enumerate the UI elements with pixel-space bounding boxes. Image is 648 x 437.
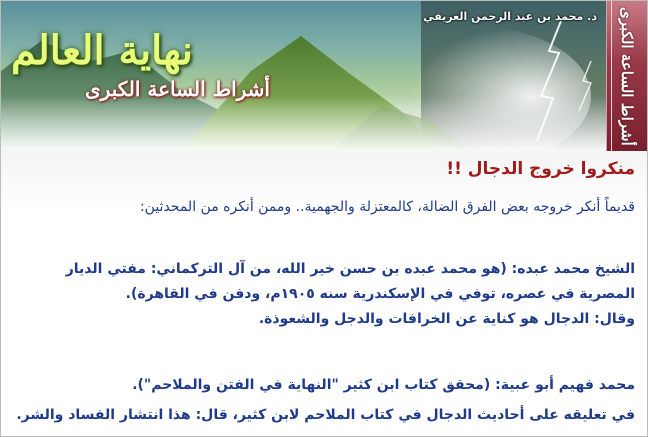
header-banner (1, 1, 607, 151)
mountain-landscape-image (1, 1, 607, 151)
side-label: أشراط الساعة الكبرى (618, 6, 636, 146)
article-paragraph: في تعليقه على أحاديث الدجال في كتاب الملاحم لابن كثير، قال: هذا انتشار الفساد والشر. (16, 407, 635, 423)
article-paragraph: محمد فهيم أبو عبية: (محقق كتاب ابن كثير "النهاية في الفتن والملاحم"). (132, 377, 635, 393)
article-paragraph: وقال: الدجال هو كناية عن الخرافات والدجل والشعوذة. (258, 311, 635, 327)
article-paragraph: قديماً أنكر خروجه بعض الفرق الضالة، كالمعتزلة والجهمية.. وممن أنكره من المحدثين: (139, 199, 635, 215)
article-paragraph: المصرية في عصره، توفي في الإسكندرية سنه ١٩٠٥م، ودفن في القاهرة). (125, 286, 635, 302)
article-body (1, 151, 647, 436)
article-paragraph: الشيخ محمد عبده: (هو محمد عبده بن حسن خير الله، من آل التركماني: مفتي الديار (65, 261, 635, 277)
banner-title: نهاية العالم (11, 27, 193, 74)
article-heading: منكروا خروج الدجال !! (446, 159, 635, 179)
banner-subtitle: أشراط الساعة الكبرى (85, 77, 270, 101)
side-label-strip (606, 1, 647, 151)
author-name: د. محمد بن عبد الرحمن العريفي (423, 10, 597, 23)
